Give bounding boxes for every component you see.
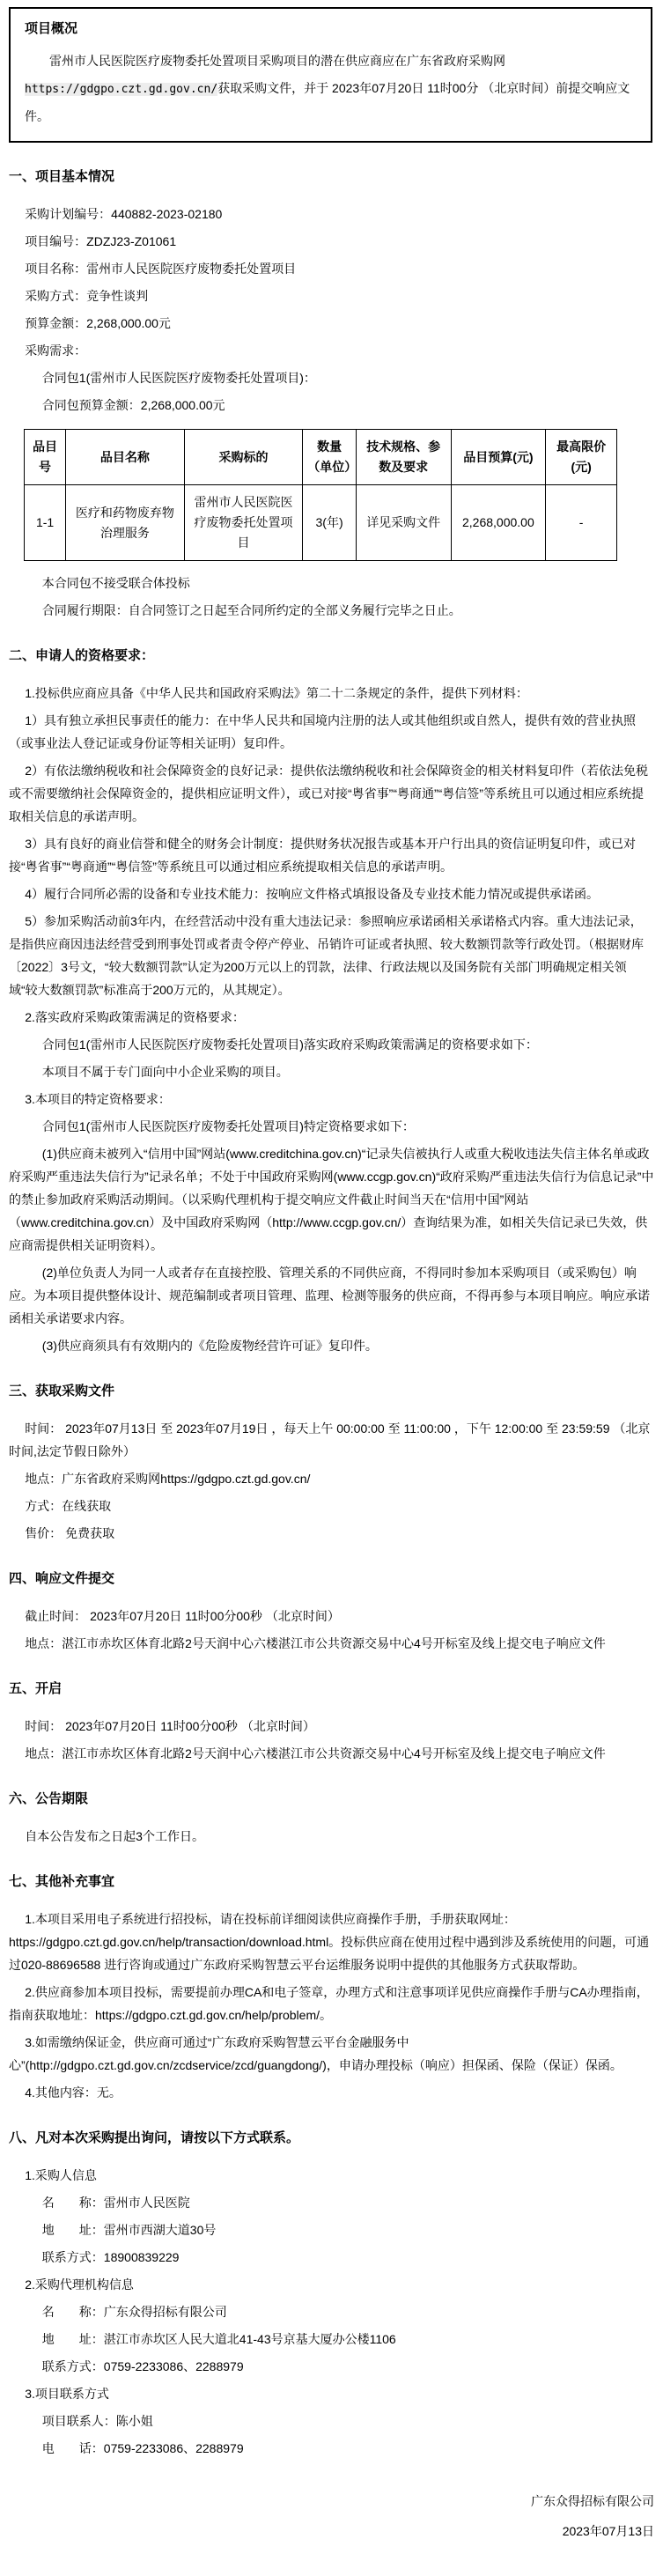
signature-company: 广东众得招标有限公司 (531, 2494, 654, 2508)
specific-requirement-package: 合同包1(雷州市人民医院医疗废物委托处置项目)特定资格要求如下： (41, 1119, 415, 1133)
qualification-item-2: 2）有依法缴纳税收和社会保障资金的良好记录：提供依法缴纳税收和社会保障资金的相关材料复印件（若依法免税或不需要缴纳社会保障资金的，提供相应证明文件），或已对接“粤省事”“粤商通”“粤信签”等系统且可以通过相应系统提取相关信息的承诺声明。 (9, 764, 648, 823)
agency-name: 名 称：广东众得招标有限公司 (41, 2305, 227, 2319)
col-header-item-no: 品目号 (25, 430, 66, 485)
field-procurement-method: 采购方式：竞争性谈判 (25, 289, 149, 303)
signature-block (9, 2486, 654, 2546)
qualification-item-5: 5）参加采购活动前3年内，在经营活动中没有重大违法记录：参照响应承诺函相关承诺格式内容。重大违法记录，是指供应商因违法经营受到刑事处罚或者责令停产停业、吊销许可证或者执照、较大数额罚款等行政处罚。（根据财库〔2022〕3号文，“较大数额罚款”认定为200万元以上的罚款，法律、行政法规以及国务院有关部门明确规定相关领域“较大数额罚款”标准高于200万元的，从其规定）。 (9, 914, 644, 997)
submission-place: 地点：湛江市赤坎区体育北路2号天润中心六楼湛江市公共资源交易中心4号开标室及线上提交电子响应文件 (25, 1636, 606, 1650)
col-header-item-budget: 品目预算(元) (451, 430, 546, 485)
cell-procurement-subject: 雷州市人民医院医疗废物委托处置项目 (184, 485, 303, 561)
table-header-row (25, 430, 617, 485)
supplement-item-1: 1.本项目采用电子系统进行招投标，请在投标前详细阅读供应商操作手册，手册获取网址：https://gdgpo.czt.gd.gov.cn/help/transaction/download.html。投标供应商在使用过程中遇到涉及系统使用的问题，可通过020-88696588 进行咨询或通过广东政府采购智慧云平台运维服务说明中提供的其他服务方式获取帮助。 (9, 1912, 650, 1972)
qualification-item-3: 3）具有良好的商业信誉和健全的财务会计制度：提供财务状况报告或基本开户行出具的资信证明复印件，或已对接“粤省事”“粤商通”“粤信签”等系统且可以通过相应系统提取相关信息的承诺声明。 (9, 837, 636, 874)
field-plan-number: 采购计划编号：440882-2023-02180 (25, 207, 223, 221)
opening-time: 时间： 2023年07月20日 11时00分00秒 （北京时间） (25, 1719, 315, 1733)
overview-text-after-url: 获取采购文件，并于 2023年07月20日 11时00分 （北京时间）前提交响应文件。 (25, 81, 630, 123)
specific-requirement-3: (3)供应商须具有有效期内的《危险废物经营许可证》复印件。 (41, 1339, 378, 1353)
agency-contact: 联系方式：0759-2233086、2288979 (41, 2359, 244, 2373)
project-overview-box (9, 7, 652, 143)
specific-requirement-2: (2)单位负责人为同一人或者存在直接控股、管理关系的不同供应商，不得同时参加本采购项目（或采购包）响应。为本项目提供整体设计、规范编制或者项目管理、监理、检测等服务的供应商，不得再参与本项目响应。响应承诺函相关承诺要求内容。 (9, 1266, 650, 1325)
section-6-heading: 六、公告期限 (9, 1791, 89, 1806)
agency-info-title: 2.采购代理机构信息 (25, 2277, 134, 2292)
purchaser-info-title: 1.采购人信息 (25, 2168, 97, 2182)
note-no-consortium: 本合同包不接受联合体投标 (41, 576, 190, 590)
section-5-heading: 五、开启 (9, 1681, 63, 1696)
col-header-tech-spec: 技术规格、参数及要求 (356, 430, 451, 485)
project-contact-phone: 电 话：0759-2233086、2288979 (41, 2441, 244, 2455)
supplement-item-3: 3.如需缴纳保证金，供应商可通过“广东政府采购智慧云平台金融服务中心”(http://gdgpo.czt.gd.gov.cn/zcdservice/zcd/guangdong/)，申请办理投标（响应）担保函、保险（保证）保函。 (9, 2035, 622, 2072)
col-header-quantity-unit: 数量（单位） (303, 430, 357, 485)
cell-item-budget: 2,268,000.00 (451, 485, 546, 561)
cell-max-price: - (546, 485, 617, 561)
doc-obtain-time: 时间： 2023年07月13日 至 2023年07月19日 ，每天上午 00:00:00 至 11:00:00 ，下午 12:00:00 至 23:59:59 （北京时间,法定节假日除外） (9, 1421, 651, 1458)
project-contact-person: 项目联系人：陈小姐 (41, 2414, 153, 2428)
overview-text-before-url: 雷州市人民医院医疗废物委托处置项目采购项目的潜在供应商应在广东省政府采购网 (49, 54, 505, 68)
policy-requirement-title: 2.落实政府采购政策需满足的资格要求： (25, 1010, 245, 1024)
qualification-intro: 1.投标供应商应具备《中华人民共和国政府采购法》第二十二条规定的条件，提供下列材料： (25, 686, 528, 700)
supplement-item-2: 2.供应商参加本项目投标，需要提前办理CA和电子签章，办理方式和注意事项详见供应商操作手册与CA办理指南，指南获取地址：https://gdgpo.czt.gd.gov.cn/help/problem/。 (9, 1985, 649, 2022)
supplement-item-4: 4.其他内容：无。 (25, 2085, 122, 2100)
col-header-item-name: 品目名称 (66, 430, 185, 485)
contract-package-title: 合同包1(雷州市人民医院医疗废物委托处置项目)： (41, 371, 316, 385)
purchaser-contact: 联系方式：18900839229 (41, 2250, 180, 2264)
section-2-heading: 二、申请人的资格要求： (9, 648, 155, 663)
cell-tech-spec: 详见采购文件 (356, 485, 451, 561)
section-8-heading: 八、凡对本次采购提出询问，请按以下方式联系。 (9, 2130, 300, 2145)
cell-item-name: 医疗和药物废弃物治理服务 (66, 485, 185, 561)
submission-deadline: 截止时间： 2023年07月20日 11时00分00秒 （北京时间） (25, 1609, 340, 1623)
overview-paragraph (25, 48, 637, 130)
section-1-heading: 一、项目基本情况 (9, 169, 115, 184)
field-project-name: 项目名称：雷州市人民医院医疗废物委托处置项目 (25, 262, 297, 276)
col-header-max-price: 最高限价(元) (546, 430, 617, 485)
field-budget-amount: 预算金额：2,268,000.00元 (25, 316, 171, 330)
table-row (25, 485, 617, 561)
announcement-period: 自本公告发布之日起3个工作日。 (25, 1829, 204, 1843)
agency-address: 地 址：湛江市赤坎区人民大道北41-43号京基大厦办公楼1106 (41, 2332, 396, 2346)
specific-requirement-1: (1)供应商未被列入“信用中国”网站(www.creditchina.gov.cn)“记录失信被执行人或重大税收违法失信主体名单或政府采购严重违法失信行为”记录名单；不处于中国政府采购网(www.ccgp.gov.cn)“政府采购严重违法失信行为信息记录”中的禁止参加政府采购活动期间。（以采购代理机构于提交响应文件截止时间当天在“信用中国”网站（www.creditchina.gov.cn）及中国政府采购网（http://www.ccgp.gov.cn/）查询结果为准，如相关失信记录已失效，供应商需提供相关证明资料）。 (9, 1147, 654, 1252)
cell-item-no: 1-1 (25, 485, 66, 561)
note-contract-term: 合同履行期限：自合同签订之日起至合同所约定的全部义务履行完毕之日止。 (41, 603, 461, 617)
doc-obtain-price: 售价： 免费获取 (25, 1526, 115, 1540)
signature-date: 2023年07月13日 (562, 2524, 654, 2538)
field-project-number: 项目编号：ZDZJ23-Z01061 (25, 234, 177, 248)
items-table (24, 429, 617, 561)
specific-requirement-title: 3.本项目的特定资格要求： (25, 1092, 171, 1106)
doc-obtain-method: 方式：在线获取 (25, 1499, 112, 1513)
purchaser-name: 名 称：雷州市人民医院 (41, 2196, 190, 2210)
project-contact-title: 3.项目联系方式 (25, 2387, 109, 2401)
opening-place: 地点：湛江市赤坎区体育北路2号天润中心六楼湛江市公共资源交易中心4号开标室及线上提交电子响应文件 (25, 1746, 606, 1760)
purchaser-address: 地 址：雷州市西湖大道30号 (41, 2223, 217, 2237)
policy-requirement-sme-note: 本项目不属于专门面向中小企业采购的项目。 (41, 1065, 289, 1079)
doc-obtain-place: 地点：广东省政府采购网https://gdgpo.czt.gd.gov.cn/ (25, 1472, 311, 1486)
section-3-heading: 三、获取采购文件 (9, 1384, 115, 1399)
contract-package-budget: 合同包预算金额：2,268,000.00元 (41, 398, 225, 412)
cell-quantity-unit: 3(年) (303, 485, 357, 561)
procurement-site-url: https://gdgpo.czt.gd.gov.cn/ (25, 83, 218, 96)
policy-requirement-package: 合同包1(雷州市人民医院医疗废物委托处置项目)落实政府采购政策需满足的资格要求如下： (41, 1037, 538, 1052)
section-4-heading: 四、响应文件提交 (9, 1571, 115, 1586)
overview-title: 项目概况 (25, 21, 78, 36)
col-header-procurement-subject: 采购标的 (184, 430, 303, 485)
qualification-item-4: 4）履行合同所必需的设备和专业技术能力：按响应文件格式填报设备及专业技术能力情况或提供承诺函。 (25, 887, 599, 901)
section-7-heading: 七、其他补充事宜 (9, 1874, 115, 1889)
field-procurement-demand: 采购需求： (25, 343, 87, 358)
qualification-item-1: 1）具有独立承担民事责任的能力：在中华人民共和国境内注册的法人或其他组织或自然人，提供有效的营业执照（或事业法人登记证或身份证等相关证明）复印件。 (9, 713, 636, 750)
